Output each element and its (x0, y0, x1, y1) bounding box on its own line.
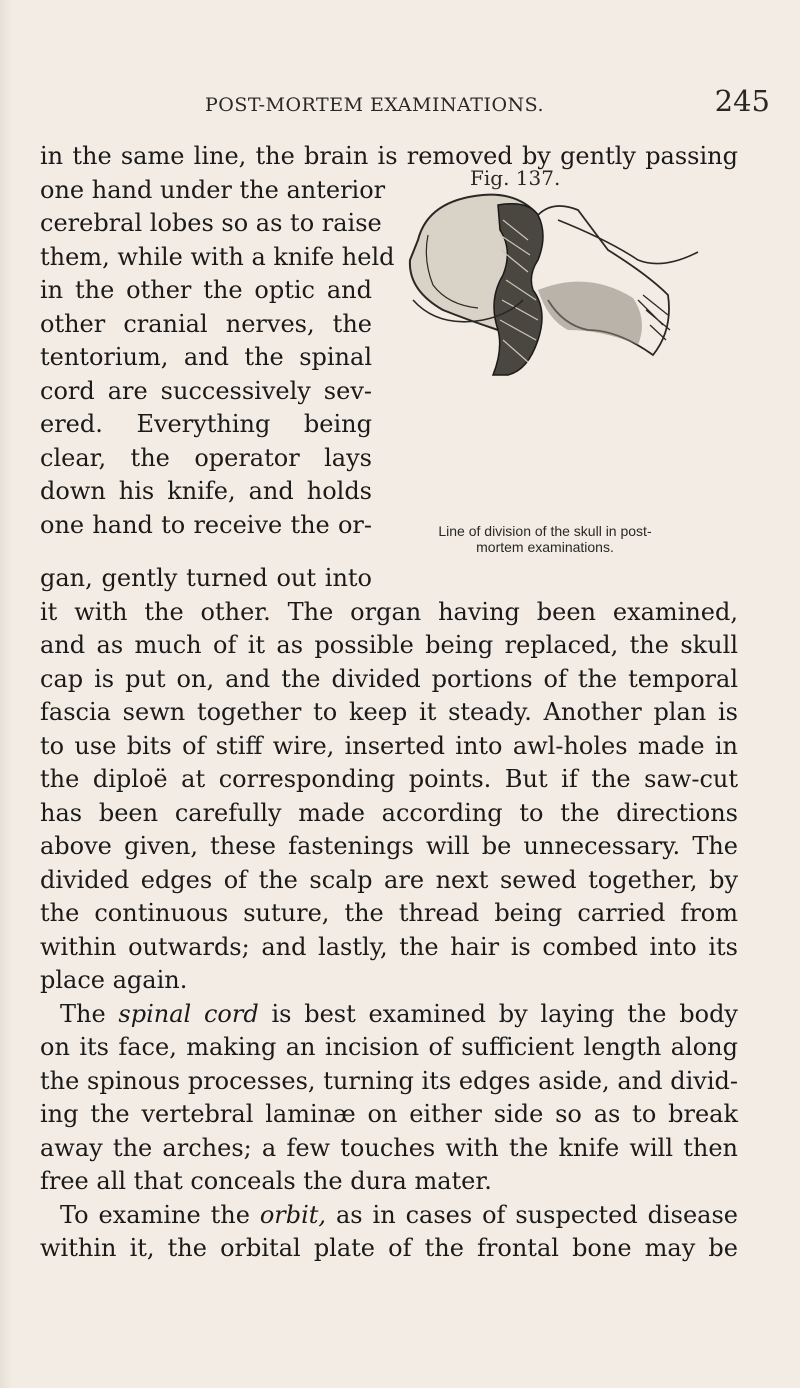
figure-caption (380, 523, 710, 555)
text-line: the diploë at corresponding points. But if the saw-cut (40, 765, 738, 793)
text-line: cap is put on, and the divided portions of the temporal (40, 664, 738, 693)
text-line: one hand under the anterior (40, 175, 386, 204)
text-line (40, 998, 738, 1032)
text-line: place again. (40, 966, 188, 994)
caption-line-1: Line of division of the skull in post- (438, 523, 652, 539)
text-line: above given, these fastenings will be unnecessary. The (40, 832, 738, 860)
text-run: The (60, 999, 119, 1028)
text-line: in the same line, the brain is removed by gently passing (40, 142, 738, 170)
text-line: one hand to receive the or- (40, 510, 372, 539)
text-line: has been carefully made according to the directions (40, 798, 738, 827)
text-line: to use bits of stiff wire, inserted into awl-holes made in (40, 731, 738, 760)
text-line: within outwards; and lastly, the hair is combed into its (40, 932, 738, 961)
text-line: divided edges of the scalp are next sewed together, by (40, 865, 738, 894)
text-line: it with the other. The organ having been examined, (40, 597, 738, 626)
text-line: on its face, making an incision of sufficient length along (40, 1033, 738, 1061)
text-line: them, while with a knife held (40, 242, 395, 271)
text-line: down his knife, and holds (40, 477, 372, 505)
text-run: as in cases of suspected disease (326, 1200, 738, 1229)
falx-structure (493, 204, 543, 375)
italic-term-orbit: orbit, (259, 1200, 327, 1229)
text-line: gan, gently turned out into (40, 564, 372, 592)
text-line: ing the vertebral laminæ on either side so as to break (40, 1100, 738, 1128)
tentorium (538, 282, 642, 345)
text-line: cord are successively sev- (40, 376, 372, 405)
skull-division-illustration (388, 180, 700, 380)
text-run: To examine the (60, 1200, 260, 1229)
text-line: and as much of it as possible being replaced, the skull (40, 631, 738, 659)
page-header (205, 84, 770, 124)
figure-label: Fig. 137. (470, 166, 561, 190)
text-line: within it, the orbital plate of the frontal bone may be (40, 1234, 738, 1262)
division-line (558, 220, 698, 264)
text-line: tentorium, and the spinal (40, 343, 372, 371)
text-line: clear, the operator lays (40, 443, 372, 472)
text-line (40, 1199, 738, 1233)
running-head: POST-MORTEM EXAMINATIONS. (205, 94, 545, 116)
text-line: in the other the optic and (40, 276, 372, 304)
text-line: away the arches; a few touches with the knife will then (40, 1133, 738, 1162)
text-line: fascia sewn together to keep it steady. Another plan is (40, 698, 738, 726)
text-line: free all that conceals the dura mater. (40, 1167, 492, 1195)
page-edge-shadow (0, 0, 12, 1388)
text-line: cerebral lobes so as to raise (40, 209, 382, 237)
text-line: the continuous suture, the thread being carried from (40, 899, 738, 927)
page-number: 245 (714, 84, 770, 118)
text-run: is best examined by laying the body (258, 999, 738, 1028)
caption-line-2: mortem examinations. (476, 539, 614, 555)
text-line: ered. Everything being (40, 410, 372, 438)
text-line: the spinous processes, turning its edges aside, and divid- (40, 1066, 738, 1095)
text-line: other cranial nerves, the (40, 309, 372, 338)
italic-term-spinal-cord: spinal cord (118, 999, 259, 1028)
